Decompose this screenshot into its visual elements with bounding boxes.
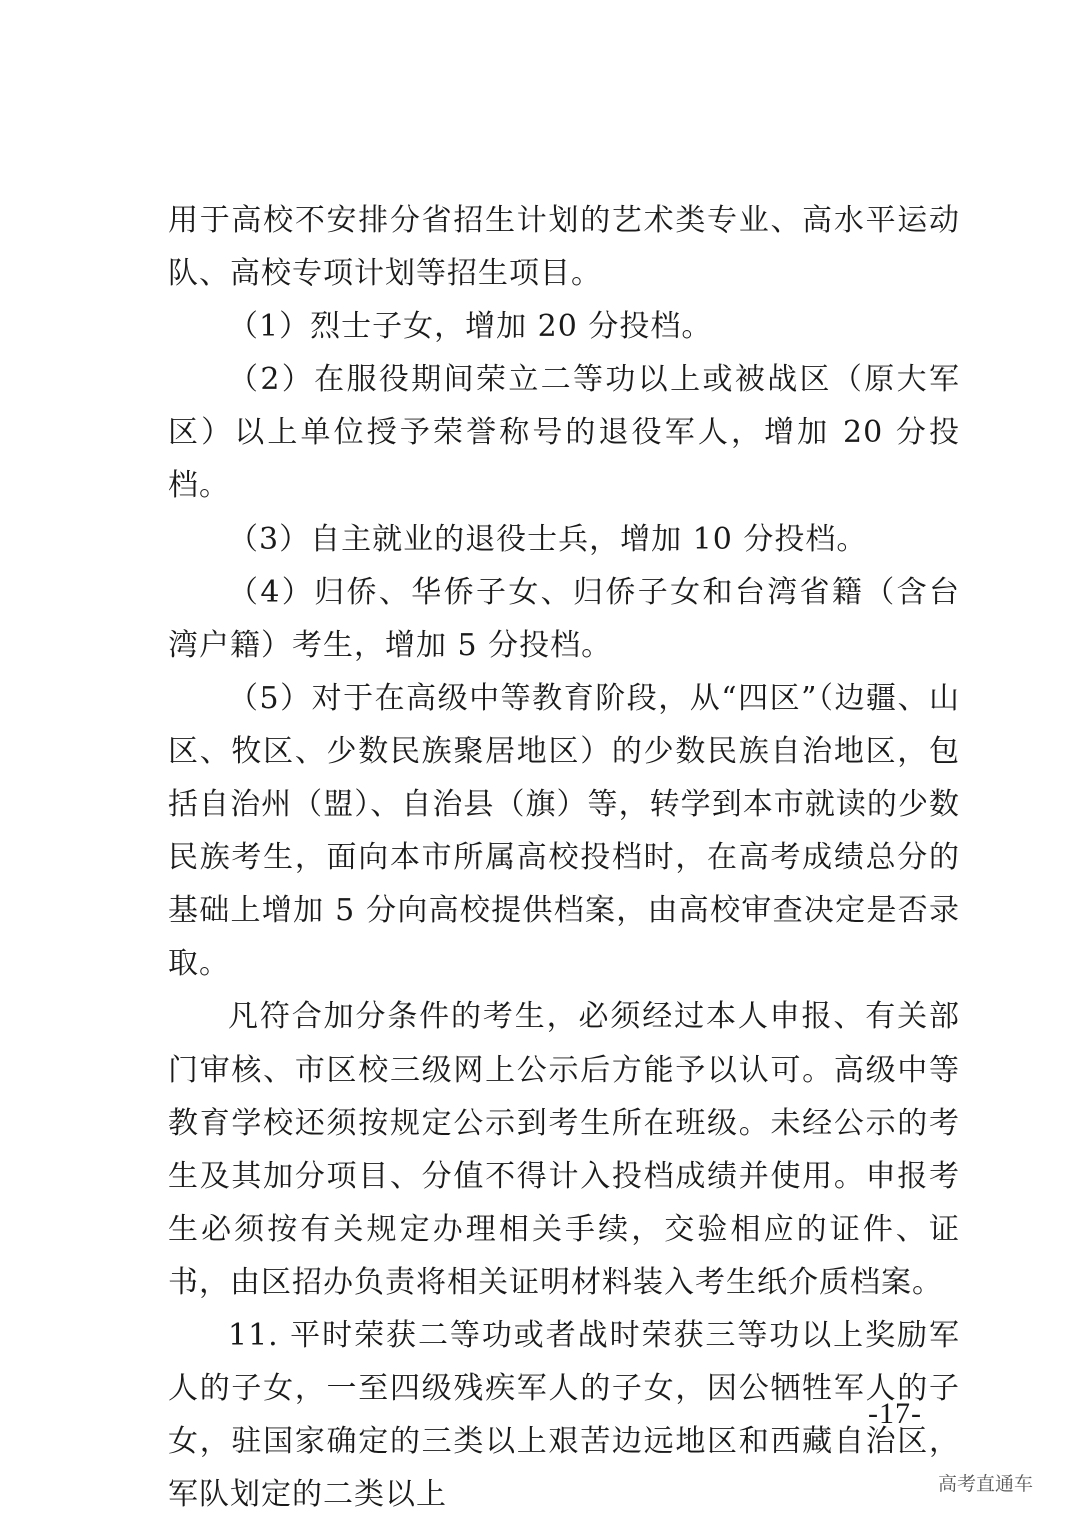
paragraph-item-2: （2）在服役期间荣立二等功以上或被战区（原大军区）以上单位授予荣誉称号的退役军人，增加 20 分投档。 — [168, 362, 960, 504]
paragraph-item-4: （4）归侨、华侨子女、归侨子女和台湾省籍（含台湾户籍）考生，增加 5 分投档。 — [168, 574, 960, 663]
paragraph-continuation: 用于高校不安排分省招生计划的艺术类专业、高水平运动队、高校专项计划等招生项目。 — [168, 203, 960, 292]
paragraph-section-11: 11. 平时荣获二等功或者战时荣获三等功以上奖励军人的子女，一至四级残疾军人的子女，因公牺牲军人的子女，驻国家确定的三类以上艰苦边远地区和西藏自治区，军队划定的二类以上 — [168, 1317, 960, 1513]
document-body — [168, 194, 960, 1521]
paragraph-item-3: （3）自主就业的退役士兵，增加 10 分投档。 — [228, 521, 868, 557]
paragraph-item-5: （5）对于在高级中等教育阶段，从“四区”（边疆、山区、牧区、少数民族聚居地区）的少数民族自治地区，包括自治州（盟）、自治县（旗）等，转学到本市就读的少数民族考生，面向本市所属高校投档时，在高考成绩总分的基础上增加 5 分向高校提供档案，由高校审查决定是否录取。 — [168, 680, 960, 982]
page-number: -17- — [868, 1397, 922, 1430]
paragraph-item-1: （1）烈士子女，增加 20 分投档。 — [228, 309, 713, 345]
paragraph-verification: 凡符合加分条件的考生，必须经过本人申报、有关部门审核、市区校三级网上公示后方能予以认可。高级中等教育学校还须按规定公示到考生所在班级。未经公示的考生及其加分项目、分值不得计入投档成绩并使用。申报考生必须按有关规定办理相关手续，交验相应的证件、证书，由区招办负责将相关证明材料装入考生纸介质档案。 — [168, 999, 960, 1300]
source-watermark: 高考直通车 — [938, 1473, 1034, 1495]
